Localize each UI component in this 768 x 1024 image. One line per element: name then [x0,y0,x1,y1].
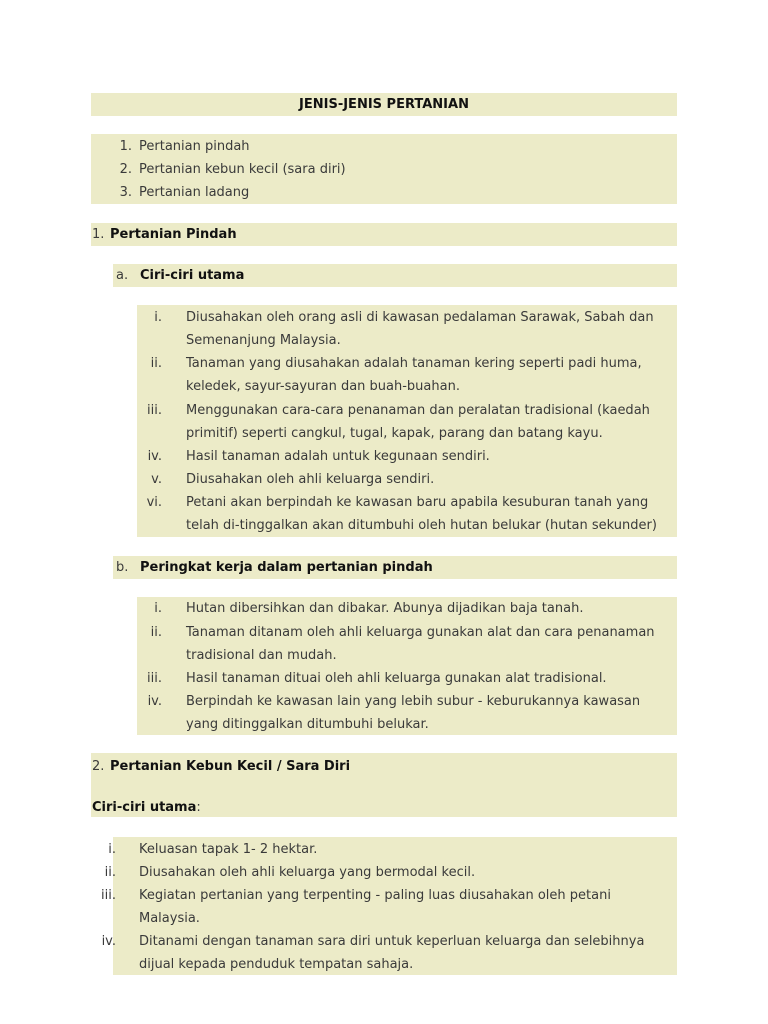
list-item: Semenanjung Malaysia. [186,333,341,348]
sub-a-marker: a. [116,268,129,283]
sub-a-heading: Ciri-ciri utama [140,268,245,283]
item-marker: iii. [147,671,162,686]
list-item: Hasil tanaman dituai oleh ahli keluarga gunakan alat tradisional. [186,671,607,686]
section1-number: 1. [92,227,105,242]
list-item: tradisional dan mudah. [186,648,337,663]
list-item: Petani akan berpindah ke kawasan baru apabila kesuburan tanah yang [186,495,649,510]
list-item-number: 1. [119,139,132,154]
list-item: Malaysia. [139,911,200,926]
list-item: yang ditinggalkan ditumbuhi belukar. [186,717,429,732]
list-item: Keluasan tapak 1- 2 hektar. [139,842,318,857]
list-item: Diusahakan oleh ahli keluarga yang bermodal kecil. [139,865,476,880]
item-marker: iv. [147,694,162,709]
list-item: Hasil tanaman adalah untuk kegunaan sendiri. [186,449,490,464]
list-item-number: 2. [119,162,132,177]
item-marker: iii. [147,403,162,418]
list-item: Hutan dibersihkan dan dibakar. Abunya dijadikan baja tanah. [186,601,584,616]
item-marker: iv. [147,449,162,464]
item-marker: i. [154,601,162,616]
list-item: keledek, sayur-sayuran dan buah-buahan. [186,379,460,394]
list-item: Diusahakan oleh orang asli di kawasan pedalaman Sarawak, Sabah dan [186,310,654,325]
list-item: Tanaman ditanam oleh ahli keluarga gunakan alat dan cara penanaman [186,625,655,640]
item-marker: i. [154,310,162,325]
list-item: Pertanian ladang [139,185,250,200]
item-marker: vi. [146,495,162,510]
section2-heading: Pertanian Kebun Kecil / Sara Diri [110,759,351,774]
item-marker: v. [151,472,162,487]
section2-subheading: Ciri-ciri utama [92,800,197,815]
section2-subheading-colon: : [196,800,201,815]
list-item: Berpindah ke kawasan lain yang lebih subur - keburukannya kawasan [186,694,641,709]
list-item: Pertanian kebun kecil (sara diri) [139,162,346,177]
item-marker: iii. [101,888,116,903]
item-marker: ii. [150,625,162,640]
section1-heading: Pertanian Pindah [110,227,237,242]
item-marker: iv. [101,934,116,949]
section2-subheading-wrap [92,796,201,819]
page-title: JENIS-JENIS PERTANIAN [299,97,469,112]
list-item-number: 3. [119,185,132,200]
list-item: Kegiatan pertanian yang terpenting - paling luas diusahakan oleh petani [139,888,611,903]
sub-b-marker: b. [116,560,129,575]
item-marker: ii. [104,865,116,880]
list-item: Ditanami dengan tanaman sara diri untuk keperluan keluarga dan selebihnya [139,934,645,949]
item-marker: i. [108,842,116,857]
list-item: dijual kepada penduduk tempatan sahaja. [139,957,414,972]
list-item: telah di-tinggalkan akan ditumbuhi oleh hutan belukar (hutan sekunder) [186,518,657,533]
list-item: Menggunakan cara-cara penanaman dan peralatan tradisional (kaedah [186,403,650,418]
section2-number: 2. [92,759,105,774]
list-item: Tanaman yang diusahakan adalah tanaman kering seperti padi huma, [186,356,642,371]
list-item: Diusahakan oleh ahli keluarga sendiri. [186,472,435,487]
item-marker: ii. [150,356,162,371]
list-item: Pertanian pindah [139,139,250,154]
list-item: primitif) seperti cangkul, tugal, kapak, parang dan batang kayu. [186,426,603,441]
sub-b-heading: Peringkat kerja dalam pertanian pindah [140,560,433,575]
